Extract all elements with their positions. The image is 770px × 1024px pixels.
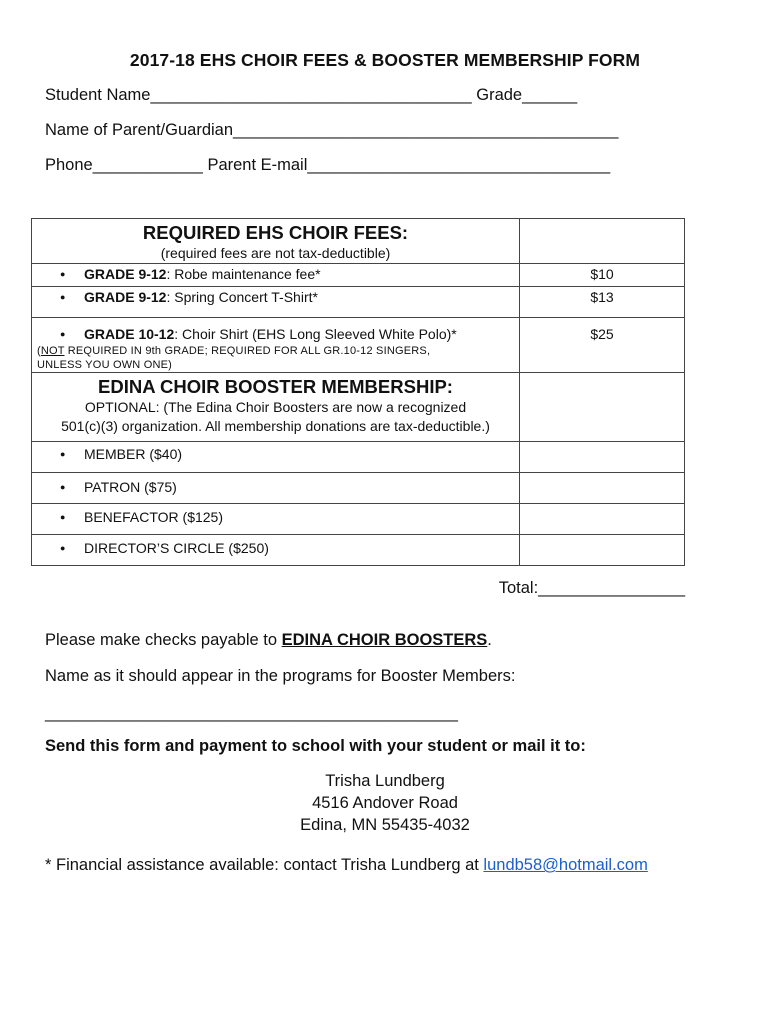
address-name: Trisha Lundberg xyxy=(325,772,445,790)
membership-amount-field[interactable] xyxy=(520,473,685,504)
fee-amount: $10 xyxy=(520,264,685,287)
membership-amount-field[interactable] xyxy=(520,535,685,566)
required-fees-heading: REQUIRED EHS CHOIR FEES: xyxy=(142,222,409,243)
required-fees-subheading: (required fees are not tax-deductible) xyxy=(160,245,391,261)
contact-row xyxy=(45,156,610,175)
address-street: 4516 Andover Road xyxy=(312,794,458,812)
checks-payable-line: Please make checks payable to EDINA CHOIR BOOSTERS. xyxy=(45,631,492,649)
booster-heading: EDINA CHOIR BOOSTER MEMBERSHIP: xyxy=(98,376,453,397)
form-title: 2017-18 EHS CHOIR FEES & BOOSTER MEMBERSHIP FORM xyxy=(129,50,641,70)
booster-subheading-1: OPTIONAL: (The Edina Choir Boosters are now a recognized xyxy=(84,399,467,415)
bullet-icon: ● xyxy=(60,292,66,302)
financial-assistance-note: * Financial assistance available: contact Trisha Lundberg at lundb58@hotmail.com xyxy=(45,856,648,874)
program-name-field[interactable]: _____________________________________________ xyxy=(45,704,458,722)
parent-name-field[interactable]: Name of Parent/Guardian__________________________________________ xyxy=(45,121,619,139)
payee-name: EDINA CHOIR BOOSTERS xyxy=(281,631,488,649)
fee-row: ● GRADE 9-12: Spring Concert T-Shirt* xyxy=(32,287,520,318)
booster-header-amount xyxy=(520,373,685,442)
fees-table xyxy=(31,218,685,566)
membership-amount-field[interactable] xyxy=(520,504,685,535)
membership-row: ● MEMBER ($40) xyxy=(32,442,520,473)
membership-row: ● PATRON ($75) xyxy=(32,473,520,504)
bullet-icon: ● xyxy=(60,449,66,459)
bullet-icon: ● xyxy=(60,482,66,492)
fee-row: ● GRADE 9-12: Robe maintenance fee* xyxy=(32,264,520,287)
membership-amount-field[interactable] xyxy=(520,442,685,473)
bullet-icon: ● xyxy=(60,543,66,553)
contact-email-link[interactable]: lundb58@hotmail.com xyxy=(483,856,648,874)
grade-field[interactable]: Grade______ xyxy=(476,86,578,104)
total-field[interactable]: Total:________________ xyxy=(498,579,685,597)
phone-field[interactable]: Phone____________ xyxy=(45,156,203,174)
required-fees-header-amount xyxy=(520,219,685,264)
program-name-label: Name as it should appear in the programs for Booster Members: xyxy=(45,667,516,685)
required-fees-header xyxy=(32,219,520,264)
booster-header xyxy=(32,373,520,442)
bullet-icon: ● xyxy=(60,512,66,522)
mailing-address xyxy=(0,770,770,836)
bullet-icon: ● xyxy=(60,329,66,339)
shirt-requirement-note: (NOT REQUIRED IN 9th GRADE; REQUIRED FOR ALL GR.10-12 SINGERS, UNLESS YOU OWN ONE) xyxy=(37,345,431,371)
send-instructions: Send this form and payment to school with your student or mail it to: xyxy=(45,737,586,755)
student-name-field[interactable]: Student Name___________________________________ xyxy=(45,86,472,104)
fee-row: ● GRADE 10-12: Choir Shirt (EHS Long Sleeved White Polo)* (NOT REQUIRED IN 9th GRADE; REQUIRED FOR ALL GR.10-12 SINGERS, UNLESS YOU OWN ONE) xyxy=(32,318,520,373)
membership-row: ● DIRECTOR’S CIRCLE ($250) xyxy=(32,535,520,566)
booster-subheading-2: 501(c)(3) organization. All membership donations are tax-deductible.) xyxy=(61,418,490,434)
student-name-row xyxy=(45,86,577,105)
parent-email-field[interactable]: Parent E-mail_________________________________ xyxy=(207,156,611,174)
address-city: Edina, MN 55435-4032 xyxy=(300,816,470,834)
fee-amount: $13 xyxy=(520,287,685,318)
fee-amount: $25 xyxy=(520,318,685,373)
membership-row: ● BENEFACTOR ($125) xyxy=(32,504,520,535)
bullet-icon: ● xyxy=(60,269,66,279)
